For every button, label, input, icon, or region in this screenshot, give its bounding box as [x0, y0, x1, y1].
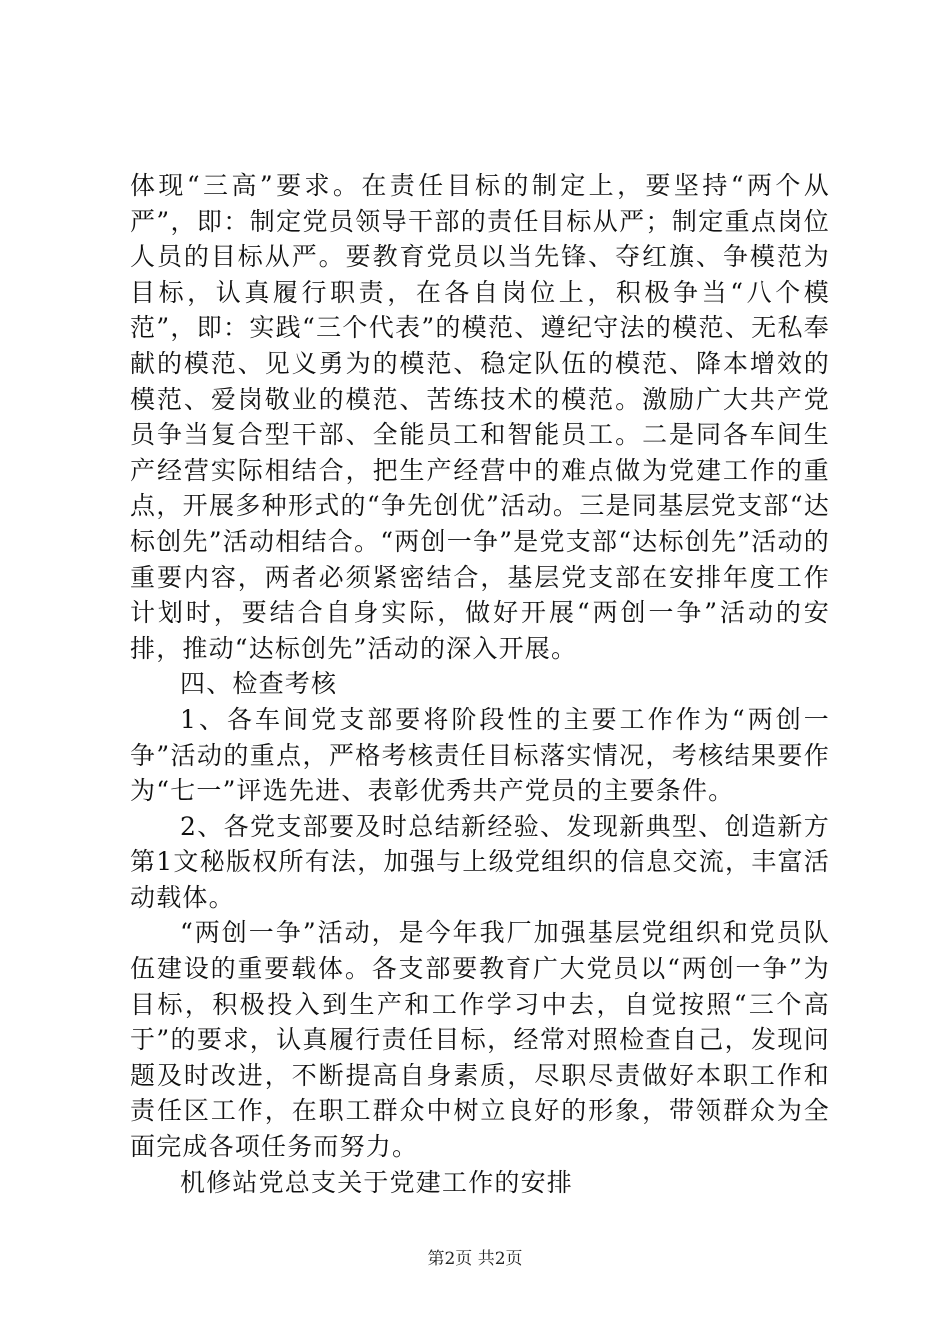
paragraph-item-1: 1、各车间党支部要将阶段性的主要工作作为“两创一争”活动的重点，严格考核责任目标落实情况，考核结果要作为“七一”评选先进、表彰优秀共产党员的主要条件。 — [130, 704, 830, 806]
paragraph-item-2: 2、各党支部要及时总结新经验、发现新典型、创造新方第1文秘版权所有法，加强与上级党组织的信息交流，丰富活动载体。 — [130, 811, 830, 912]
document-title-line: 机修站党总支关于党建工作的安排 — [180, 1167, 574, 1197]
page-footer: 第2页 共2页 — [427, 1249, 523, 1269]
document-body — [130, 168, 830, 1200]
paragraph-conclusion: “两创一争”活动，是今年我厂加强基层党组织和党员队伍建设的重要载体。各支部要教育广大党员以“两创一争”为目标，积极投入到生产和工作学习中去，自觉按照“三个高于”的要求，认真履行责任目标，经常对照检查自己，发现问题及时改进，不断提高自身素质，尽职尽责做好本职工作和责任区工作，在职工群众中树立良好的形象，带领群众为全面完成各项任务而努力。 — [130, 918, 830, 1162]
paragraph-continuation: 体现“三高”要求。在责任目标的制定上，要坚持“两个从严”，即：制定党员领导干部的责任目标从严；制定重点岗位人员的目标从严。要教育党员以当先锋、夺红旗、争模范为目标，认真履行职责，在各自岗位上，积极争当“八个模范”，即：实践“三个代表”的模范、遵纪守法的模范、无私奉献的模范、见义勇为的模范、稳定队伍的模范、降本增效的模范、爱岗敬业的模范、苦练技术的模范。激励广大共产党员争当复合型干部、全能员工和智能员工。二是同各车间生产经营实际相结合，把生产经营中的难点做为党建工作的重点，开展多种形式的“争先创优”活动。三是同基层党支部“达标创先”活动相结合。“两创一争”是党支部“达标创先”活动的重要内容，两者必须紧密结合，基层党支部在安排年度工作计划时，要结合自身实际，做好开展“两创一争”活动的安排，推动“达标创先”活动的深入开展。 — [130, 171, 830, 663]
section-heading-inspection: 四、检查考核 — [180, 669, 338, 699]
